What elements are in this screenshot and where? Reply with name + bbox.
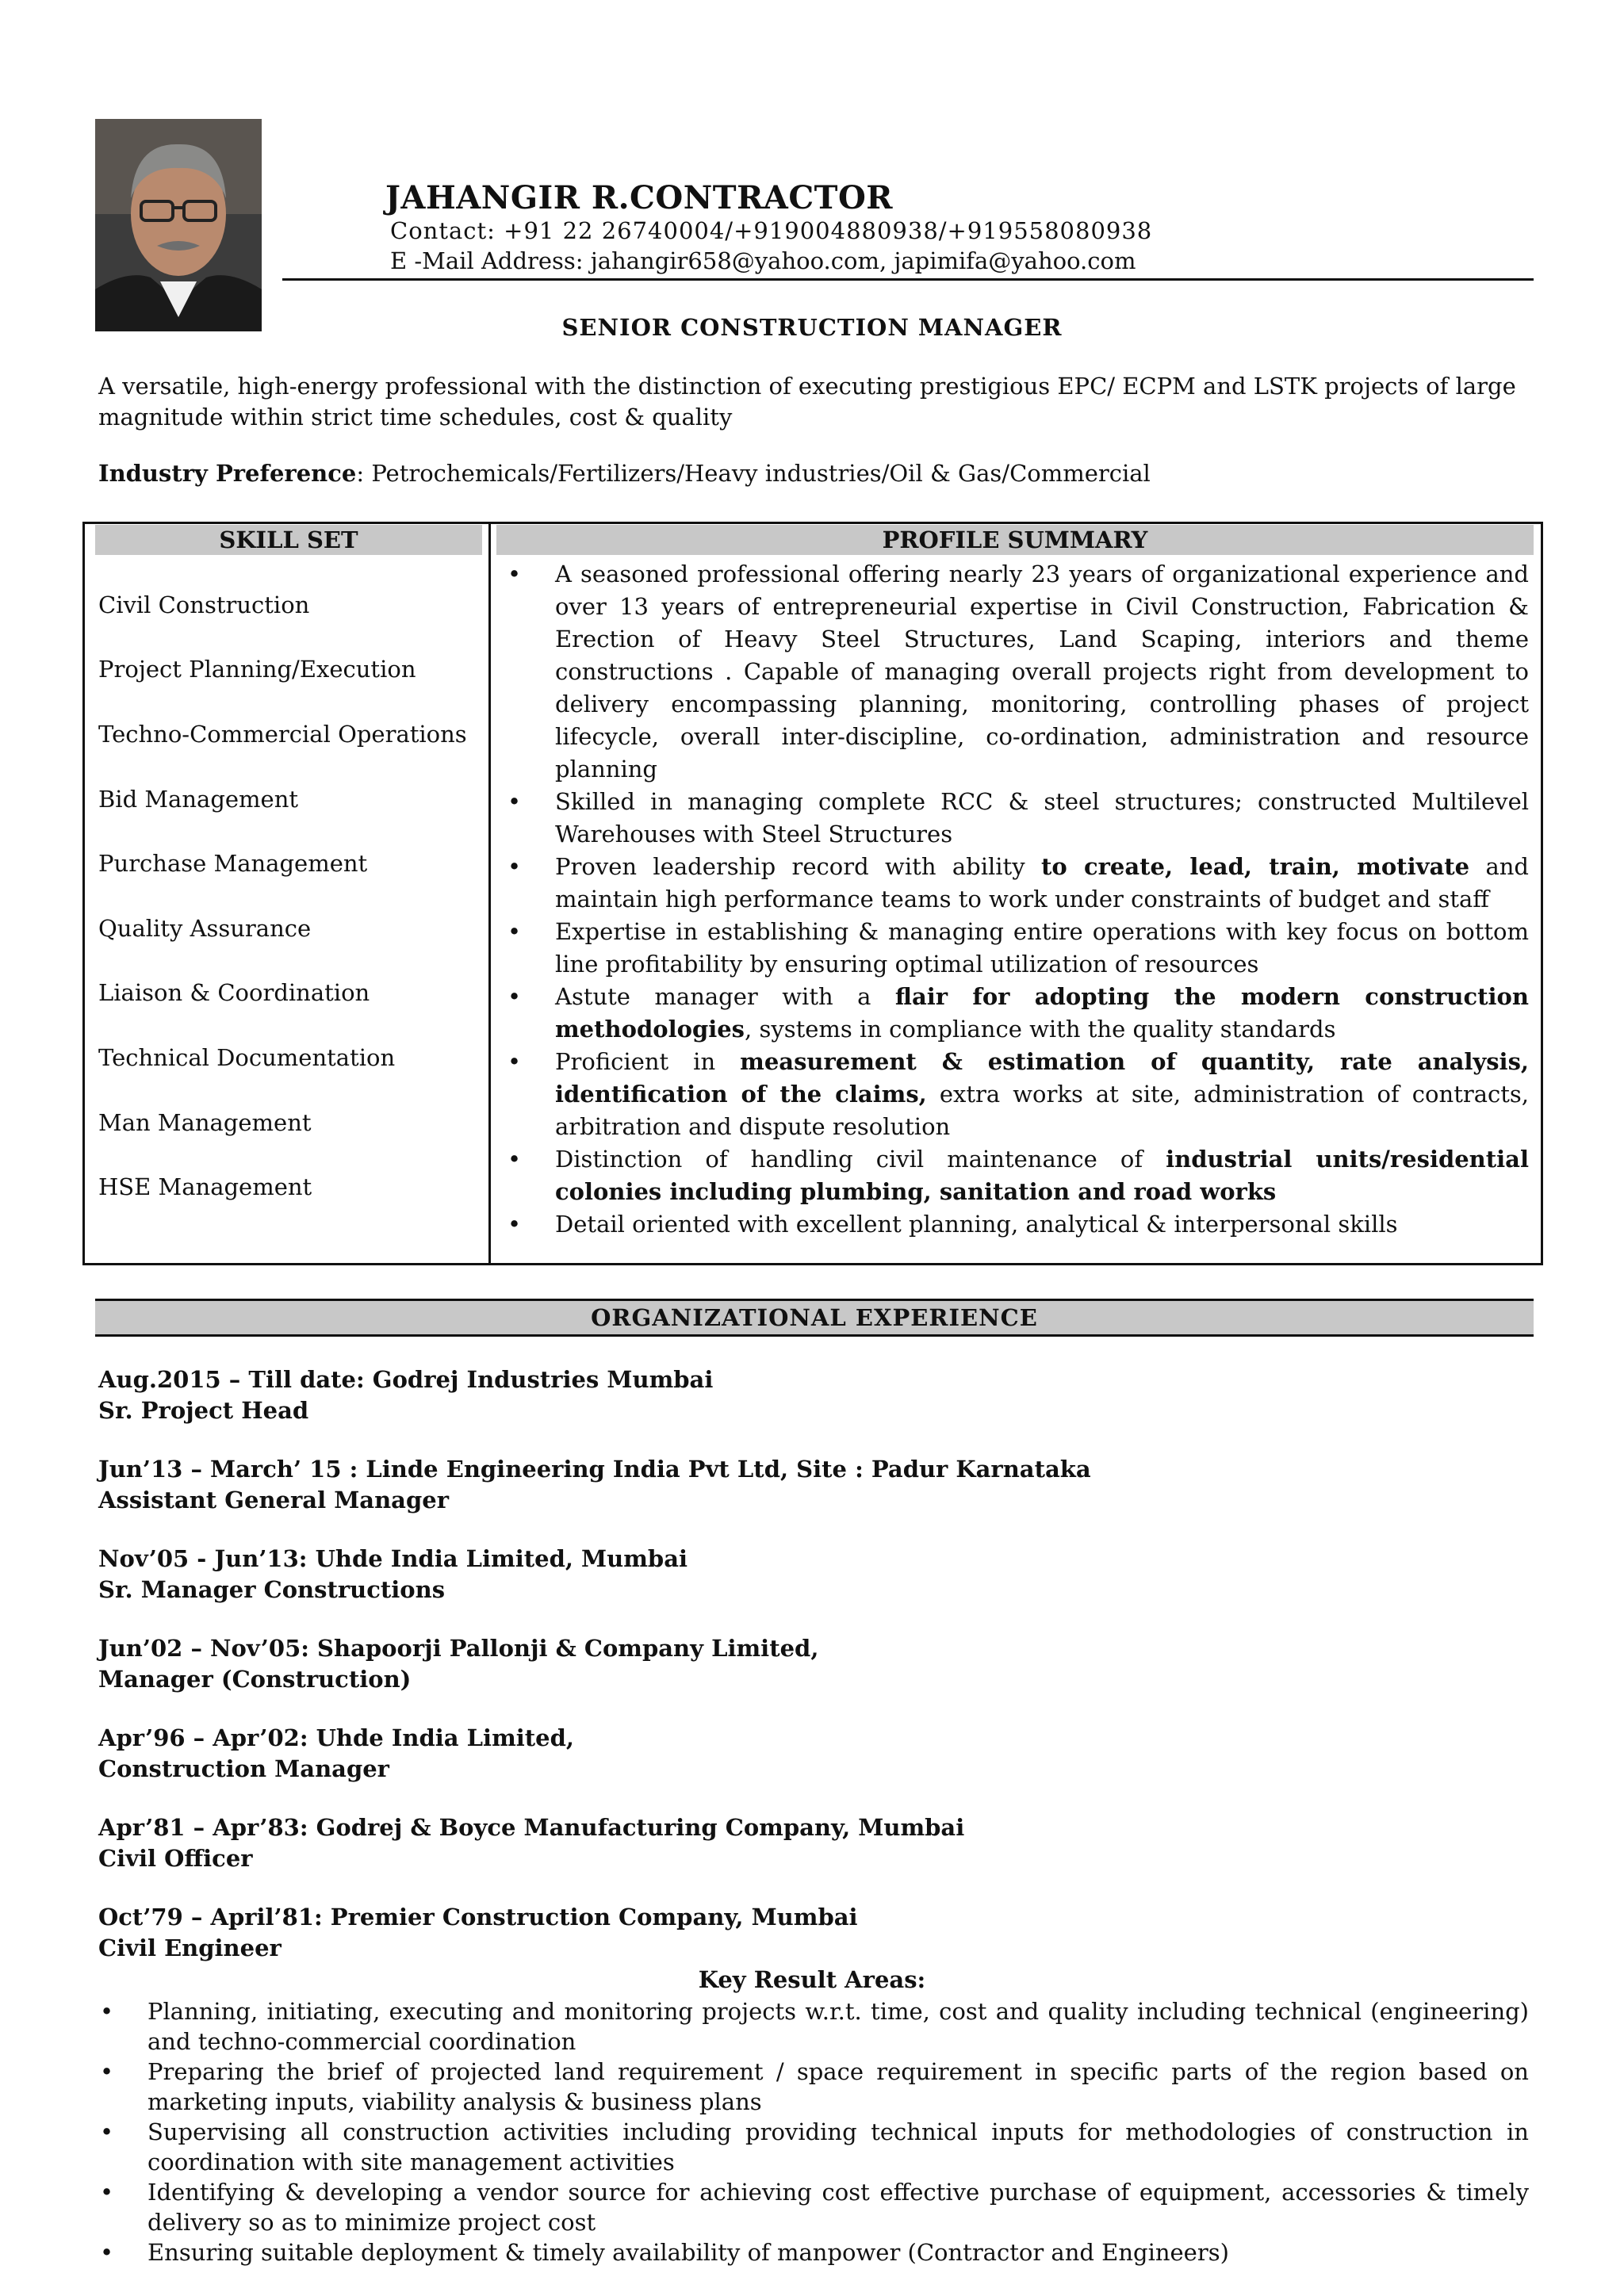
experience-title: Sr. Project Head [98,1397,309,1424]
skill-item: Project Planning/Execution [98,656,416,683]
experience-period: Apr’81 – Apr’83: Godrej & Boyce Manufacturing Company, Mumbai [98,1814,965,1841]
box-divider [488,522,491,1265]
industry-label: Industry Preference [98,460,357,487]
experience-entry [98,1812,964,1874]
skill-item: Bid Management [98,786,299,813]
experience-period: Jun’02 – Nov’05: Shapoorji Pallonji & Company Limited, [98,1635,819,1662]
profile-bullet: • Skilled in managing complete RCC & steel structures; constructed Multilevel Warehouses with Steel Structures [496,786,1529,851]
kra-bullet: • Supervising all construction activities including providing technical inputs for methodologies of construction in coordination with site management activities [98,2117,1529,2177]
experience-title: Civil Officer [98,1845,253,1872]
profile-bullet: • Detail oriented with excellent planning, analytical & interpersonal skills [496,1208,1529,1241]
skill-item: Techno-Commercial Operations [98,721,467,748]
skill-set-heading: SKILL SET [95,525,482,555]
profile-bullet: • A seasoned professional offering nearly 23 years of organizational experience and over 13 years of entrepreneurial expertise in Civil Construction, Fabrication & Erection of Heavy Steel Structures, Land Scaping, interiors and theme constructions . Capable of managing overall projects right from development to delivery encompassing planning, monitoring, controlling phases of project lifecycle, overall inter-discipline, co-ordination, administration and resource planning [496,558,1529,786]
experience-title: Construction Manager [98,1755,389,1782]
kra-bullet: • Identifying & developing a vendor source for achieving cost effective purchase of equipment, accessories & timely delivery so as to minimize project cost [98,2177,1529,2237]
kra-bullet: • Ensuring suitable deployment & timely availability of manpower (Contractor and Engineers) [98,2237,1529,2267]
contact-email: E -Mail Address: jahangir658@yahoo.com, japimifa@yahoo.com [390,247,1136,274]
profile-summary-list [496,558,1529,1241]
portrait-image [95,119,262,331]
experience-title: Assistant General Manager [98,1487,449,1513]
experience-entry [98,1544,688,1605]
experience-title: Manager (Construction) [98,1666,412,1693]
experience-period: Oct’79 – April’81: Premier Construction Company, Mumbai [98,1904,858,1931]
profile-bullet: • Proficient in measurement & estimation of quantity, rate analysis, identification of the claims, extra works at site, administration of contracts, arbitration and dispute resolution [496,1046,1529,1143]
experience-period: Aug.2015 – Till date: Godrej Industries Mumbai [98,1366,714,1393]
skill-item: Technical Documentation [98,1044,396,1071]
kra-heading: Key Result Areas: [698,1966,926,1993]
industry-value: : Petrochemicals/Fertilizers/Heavy industries/Oil & Gas/Commercial [356,460,1151,487]
org-rule-bottom [95,1334,1534,1337]
contact-phones: Contact: +91 22 26740004/+919004880938/+919558080938 [390,217,1153,244]
header-divider [282,278,1534,281]
role-title: SENIOR CONSTRUCTION MANAGER [561,314,1063,341]
profile-bullet: • Astute manager with a flair for adopting the modern construction methodologies, systems in compliance with the quality standards [496,981,1529,1046]
experience-entry [98,1633,818,1695]
experience-period: Jun’13 – March’ 15 : Linde Engineering India Pvt Ltd, Site : Padur Karnataka [98,1456,1091,1483]
experience-title: Civil Engineer [98,1934,282,1961]
experience-title: Sr. Manager Constructions [98,1576,446,1603]
experience-entry [98,1454,1091,1516]
skill-item: Man Management [98,1109,312,1136]
skill-item: HSE Management [98,1173,312,1200]
profile-photo [95,119,262,331]
experience-entry [98,1902,858,1964]
kra-bullet: • Planning, initiating, executing and monitoring projects w.r.t. time, cost and quality including technical (engineering) and techno-commercial coordination [98,1996,1529,2057]
skill-item: Liaison & Coordination [98,979,370,1006]
summary-text: A versatile, high-energy professional with the distinction of executing prestigious EPC/ ECPM and LSTK projects of large magnitude within strict time schedules, cost & quality [98,373,1516,430]
kra-list [98,1996,1529,2267]
org-experience-heading: ORGANIZATIONAL EXPERIENCE [95,1301,1534,1334]
skill-item: Quality Assurance [98,915,312,942]
experience-period: Apr’96 – Apr’02: Uhde India Limited, [98,1724,574,1751]
industry-preference [98,460,1151,487]
skill-item: Purchase Management [98,850,368,877]
experience-period: Nov’05 - Jun’13: Uhde India Limited, Mumbai [98,1545,688,1572]
skill-item: Civil Construction [98,591,310,618]
profile-bullet: • Distinction of handling civil maintenance of industrial units/residential colonies including plumbing, sanitation and road works [496,1143,1529,1208]
experience-entry [98,1723,574,1785]
experience-entry [98,1364,713,1426]
profile-summary-heading: PROFILE SUMMARY [496,525,1534,555]
kra-bullet: • Preparing the brief of projected land requirement / space requirement in specific parts of the region based on marketing inputs, viability analysis & business plans [98,2057,1529,2117]
candidate-name: JAHANGIR R.CONTRACTOR [385,179,894,216]
profile-bullet: • Proven leadership record with ability to create, lead, train, motivate and maintain high performance teams to work under constraints of budget and staff [496,851,1529,916]
profile-bullet: • Expertise in establishing & managing entire operations with key focus on bottom line profitability by ensuring optimal utilization of resources [496,916,1529,981]
